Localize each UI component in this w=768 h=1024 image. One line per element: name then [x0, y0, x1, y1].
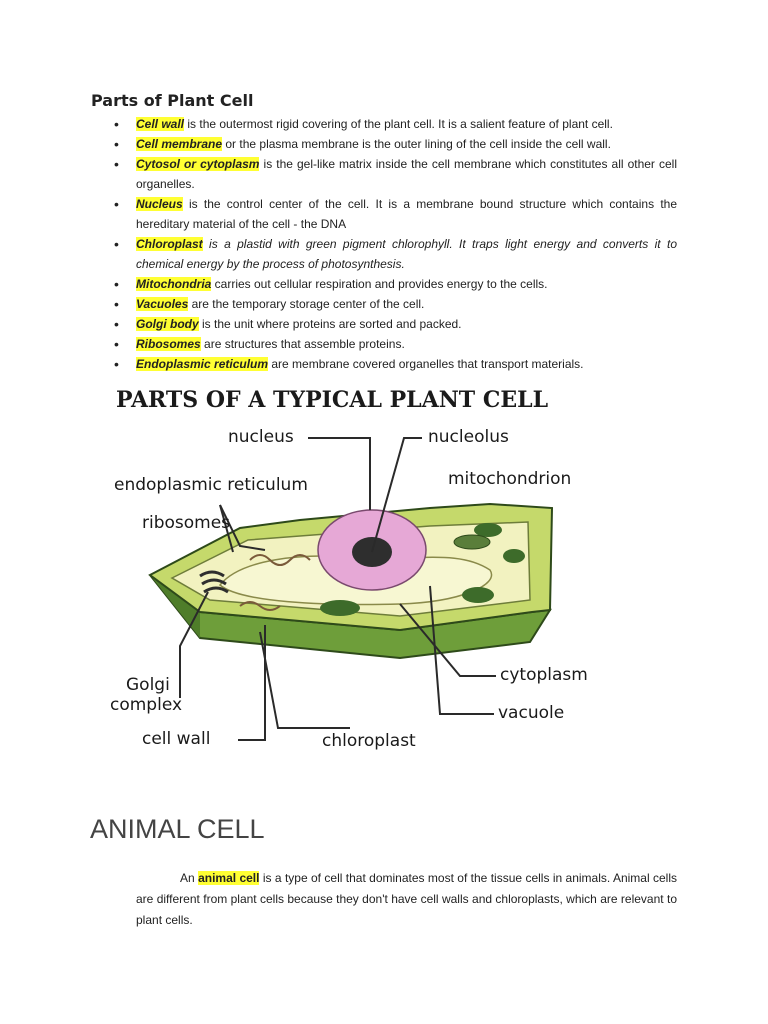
label-nucleus: nucleus — [228, 427, 294, 447]
label-nucleolus: nucleolus — [428, 427, 509, 447]
label-mitochondrion: mitochondrion — [448, 469, 572, 489]
term-highlight: Ribosomes — [136, 337, 201, 351]
term-highlight: Chloroplast — [136, 237, 203, 251]
label-golgi: Golgi — [126, 675, 170, 695]
chloroplast-shape — [503, 549, 525, 563]
list-item — [110, 234, 677, 274]
term-description: carries out cellular respiration and provides energy to the cells. — [211, 277, 548, 291]
section-heading: Parts of Plant Cell — [91, 91, 254, 110]
list-item — [110, 354, 677, 374]
term-highlight: Nucleus — [136, 197, 183, 211]
list-item — [110, 314, 677, 334]
term-description: is the unit where proteins are sorted and packed. — [198, 317, 462, 331]
animal-cell-heading: ANIMAL CELL — [90, 814, 265, 844]
label-cell-wall: cell wall — [142, 729, 211, 749]
term-description: is the outermost rigid covering of the plant cell. It is a salient feature of plant cell. — [184, 117, 613, 131]
label-ribosomes: ribosomes — [142, 513, 231, 533]
label-golgi-complex: complex — [110, 695, 183, 715]
chloroplast-shape — [474, 523, 502, 537]
term-highlight: Cytosol or cytoplasm — [136, 157, 260, 171]
term-highlight: Golgi body — [136, 317, 199, 331]
term-highlight: animal cell — [198, 871, 260, 885]
plant-cell-diagram — [100, 380, 610, 760]
term-description: is a plastid with green pigment chlorophyll. It traps light energy and converts it to chemical energy by the process of photosynthesis. — [136, 237, 677, 271]
list-item — [110, 334, 677, 354]
term-highlight: Cell membrane — [136, 137, 223, 151]
list-item — [110, 194, 677, 234]
term-description: are membrane covered organelles that transport materials. — [268, 357, 584, 371]
label-endoplasmic-reticulum: endoplasmic reticulum — [114, 475, 308, 495]
term-description: are the temporary storage center of the cell. — [188, 297, 425, 311]
list-item — [110, 114, 677, 134]
term-description: or the plasma membrane is the outer lining of the cell inside the cell wall. — [222, 137, 611, 151]
chloroplast-shape — [462, 587, 494, 603]
term-highlight: Cell wall — [136, 117, 185, 131]
diagram-title: PARTS OF A TYPICAL PLANT CELL — [116, 387, 549, 413]
list-item — [110, 154, 677, 194]
term-highlight: Mitochondria — [136, 277, 212, 291]
mitochondrion-shape — [454, 535, 490, 549]
term-highlight: Endoplasmic reticulum — [136, 357, 269, 371]
chloroplast-shape — [320, 600, 360, 616]
label-chloroplast: chloroplast — [322, 731, 416, 751]
list-item — [110, 294, 677, 314]
term-highlight: Vacuoles — [136, 297, 189, 311]
animal-intro: An — [180, 871, 199, 885]
term-description: is the gel-like matrix inside the cell membrane which constitutes all other cell organelles. — [136, 157, 677, 191]
list-item — [110, 274, 677, 294]
animal-cell-paragraph — [136, 868, 677, 931]
term-description: is the control center of the cell. It is a membrane bound structure which contains the hereditary material of the cell - the DNA — [136, 197, 677, 231]
list-item — [110, 134, 677, 154]
term-description: are structures that assemble proteins. — [200, 337, 405, 351]
animal-description: is a type of cell that dominates most of the tissue cells in animals. Animal cells are different from plant cells because they don't have cell walls and chloroplasts, which are relevant to plant cells. — [136, 871, 678, 927]
label-vacuole: vacuole — [498, 703, 565, 723]
label-cytoplasm: cytoplasm — [500, 665, 588, 685]
plant-cell-parts-list — [110, 114, 677, 374]
